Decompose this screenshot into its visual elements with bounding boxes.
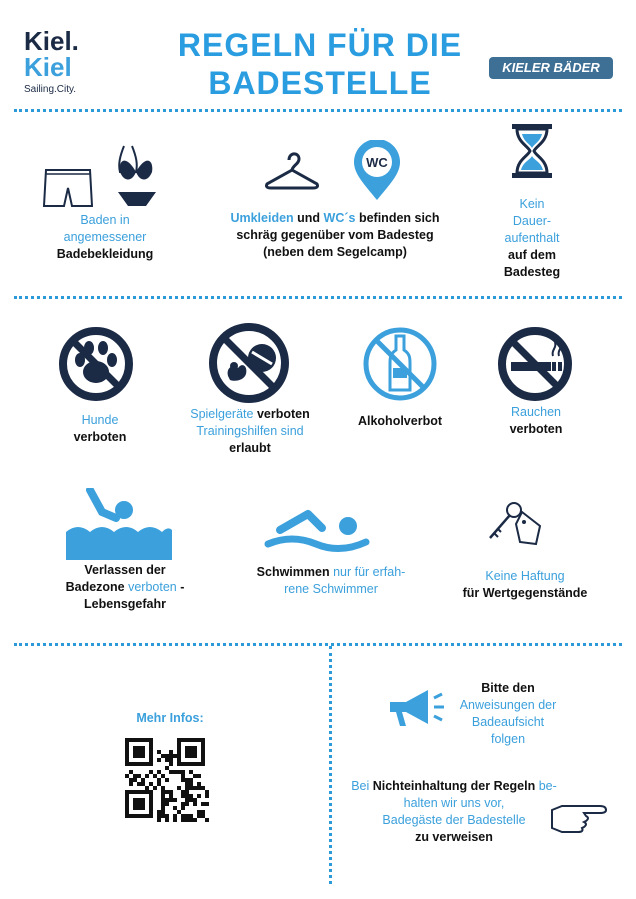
pointing-hand-icon xyxy=(548,800,610,834)
logo-tagline: Sailing.City. xyxy=(24,84,77,95)
title-line2: BADESTELLE xyxy=(208,65,432,101)
logo-kiel-line2: Kiel xyxy=(24,52,72,82)
swimmer-icon xyxy=(262,504,372,560)
title-line1: REGELN FÜR DIE xyxy=(177,27,463,63)
rule-duration-text: Kein Dauer- aufenthalt auf dem Badesteg xyxy=(503,197,561,279)
wc-pin-icon xyxy=(352,140,402,202)
hourglass-icon xyxy=(510,124,554,178)
logo-kiel-line1: Kiel. xyxy=(24,26,79,56)
divider-vertical xyxy=(329,646,332,884)
megaphone-icon xyxy=(384,684,446,732)
violation-text: Bei Nichteinhaltung der Regeln be- halten wir uns vor, Badegäste der Badestelle zu verweisen xyxy=(351,779,557,844)
more-info-label: Mehr Infos: xyxy=(136,711,204,725)
kieler-baeder-badge: KIELER BÄDER xyxy=(489,57,613,79)
rule-swimming-text: Schwimmen nur für erfah- rene Schwimmer xyxy=(256,565,406,596)
wc-label: WC xyxy=(366,155,388,170)
page-title xyxy=(140,26,500,102)
no-smoking-icon xyxy=(497,326,573,402)
rule-liability-text: Keine Haftung für Wertgegenstände xyxy=(462,569,588,600)
divider-top xyxy=(14,109,622,112)
divider-middle xyxy=(14,296,622,299)
no-alcohol-icon xyxy=(362,326,438,402)
rule-zone-text: Verlassen der Badezone verboten - Lebensgefahr xyxy=(65,563,185,611)
drowning-icon xyxy=(62,488,174,562)
qr-code-icon[interactable] xyxy=(125,738,209,822)
divider-bottom xyxy=(14,643,622,646)
rule-smoking-text: Rauchen verboten xyxy=(509,405,563,436)
rule-changing-text: Umkleiden und WC´s befinden sich schräg gegenüber vom Badesteg (neben dem Segelcamp) xyxy=(230,211,440,259)
no-toys-icon xyxy=(208,322,290,404)
rule-toys-text: Spielgeräte verboten Trainingshilfen sind erlaubt xyxy=(190,407,310,455)
rule-alcohol-text: Alkoholverbot xyxy=(357,414,443,428)
swimwear-icon xyxy=(40,142,164,212)
rule-clothing-text: Baden in angemessener Badebekleidung xyxy=(56,213,154,261)
no-dogs-icon xyxy=(58,326,134,402)
instructions-text: Bitte den Anweisungen der Badeaufsicht folgen xyxy=(459,681,557,746)
keys-icon xyxy=(484,500,554,550)
rule-dogs-text: Hunde verboten xyxy=(73,413,127,444)
hanger-icon xyxy=(265,150,319,192)
